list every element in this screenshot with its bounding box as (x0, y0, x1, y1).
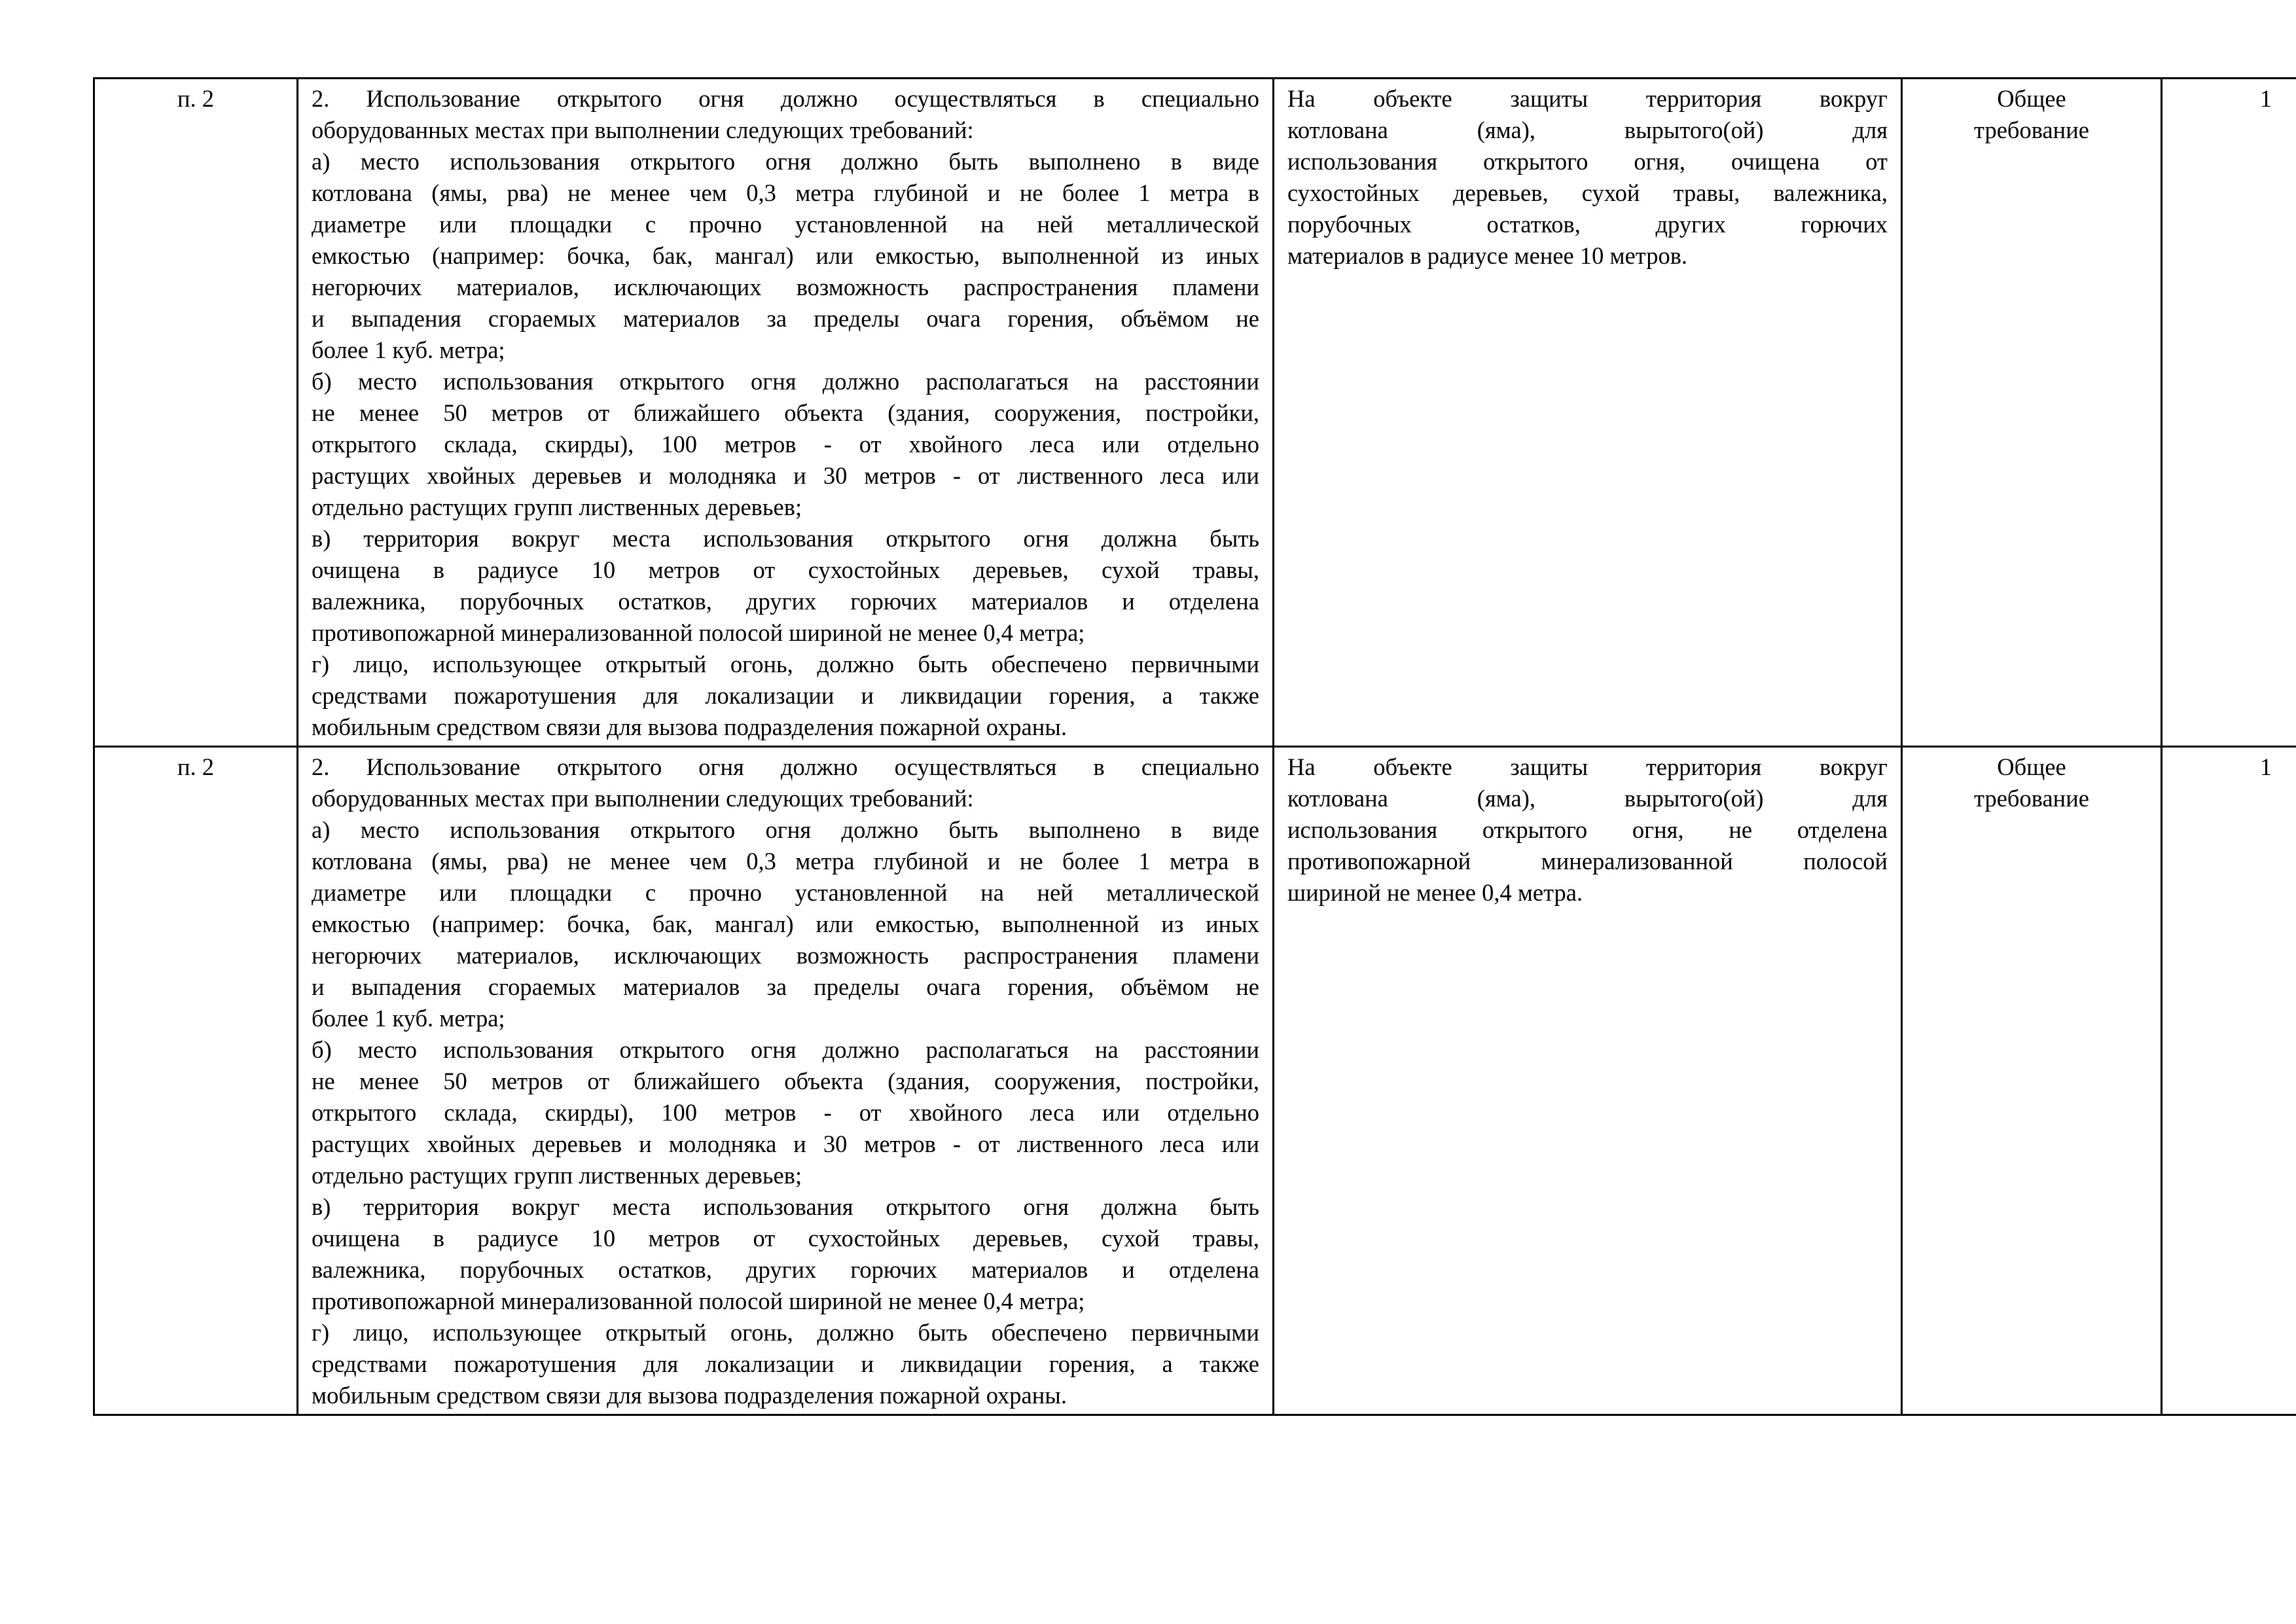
violation-cell (1274, 79, 1902, 747)
requirements-table (93, 77, 2296, 1416)
requirement-line: 2. Использование открытого огня должно осуществляться в специально (312, 85, 1259, 112)
requirement-type-cell (1902, 79, 2162, 747)
violation-line: сухостойных деревьев, сухой травы, валежника, (1287, 179, 1888, 206)
violation-line: На объекте защиты территория вокруг (1287, 85, 1888, 112)
requirement-line: диаметре или площадки с прочно установленной на ней металлической (312, 211, 1259, 238)
requirement-line: котлована (ямы, рва) не менее чем 0,3 метра глубиной и не более 1 метра в (312, 848, 1259, 875)
count-cell: 1 (2162, 79, 2296, 747)
requirement-line: растущих хвойных деревьев и молодняка и 30 метров - от лиственного леса или (312, 1130, 1259, 1157)
type-line: требование (1974, 785, 2089, 812)
requirement-line: не менее 50 метров от ближайшего объекта (здания, сооружения, постройки, (312, 1068, 1259, 1094)
requirement-line: открытого склада, скирды), 100 метров - от хвойного леса или отдельно (312, 1099, 1259, 1126)
violation-line: использования открытого огня, очищена от (1287, 148, 1888, 175)
type-line: Общее (1997, 85, 2066, 112)
requirement-line: емкостью (например: бочка, бак, мангал) или емкостью, выполненной из иных (312, 242, 1259, 269)
requirement-type-cell (1902, 747, 2162, 1415)
requirement-line: противопожарной минерализованной полосой шириной не менее 0,4 метра; (312, 619, 1085, 646)
violation-line: порубочных остатков, других горючих (1287, 211, 1888, 238)
clause-cell: п. 2 (94, 79, 298, 747)
requirement-line: средствами пожаротушения для локализации и ликвидации горения, а также (312, 1350, 1259, 1377)
requirement-line: в) территория вокруг места использования открытого огня должна быть (312, 525, 1259, 552)
violation-line: котлована (яма), вырытого(ой) для (1287, 117, 1888, 143)
requirement-line: и выпадения сгораемых материалов за пределы очага горения, объёмом не (312, 305, 1259, 332)
type-line: Общее (1997, 753, 2066, 780)
requirement-line: 2. Использование открытого огня должно осуществляться в специально (312, 753, 1259, 780)
requirement-line: мобильным средством связи для вызова подразделения пожарной охраны. (312, 713, 1067, 740)
requirement-line: очищена в радиусе 10 метров от сухостойных деревьев, сухой травы, (312, 1225, 1259, 1252)
requirement-line: очищена в радиусе 10 метров от сухостойных деревьев, сухой травы, (312, 556, 1259, 583)
table-body (94, 79, 2296, 1415)
requirement-line: валежника, порубочных остатков, других горючих материалов и отделена (312, 1256, 1259, 1283)
requirement-line: котлована (ямы, рва) не менее чем 0,3 метра глубиной и не более 1 метра в (312, 179, 1259, 206)
violation-line: материалов в радиусе менее 10 метров. (1287, 242, 1688, 269)
requirement-line: б) место использования открытого огня должно располагаться на расстоянии (312, 368, 1259, 395)
requirement-line: б) место использования открытого огня должно располагаться на расстоянии (312, 1036, 1259, 1063)
requirement-cell (298, 747, 1274, 1415)
violation-line: использования открытого огня, не отделена (1287, 816, 1888, 843)
violation-cell (1274, 747, 1902, 1415)
requirement-line: отдельно растущих групп лиственных деревьев; (312, 494, 802, 520)
violation-line: На объекте защиты территория вокруг (1287, 753, 1888, 780)
violation-line: шириной не менее 0,4 метра. (1287, 879, 1583, 906)
requirement-line: не менее 50 метров от ближайшего объекта (здания, сооружения, постройки, (312, 399, 1259, 426)
requirement-line: валежника, порубочных остатков, других горючих материалов и отделена (312, 588, 1259, 615)
requirement-line: оборудованных местах при выполнении следующих требований: (312, 785, 974, 812)
requirement-line: негорючих материалов, исключающих возможность распространения пламени (312, 942, 1259, 969)
requirement-cell (298, 79, 1274, 747)
requirement-line: более 1 куб. метра; (312, 1005, 505, 1032)
table-row (94, 79, 2296, 747)
type-line: требование (1974, 117, 2089, 143)
requirement-line: негорючих материалов, исключающих возможность распространения пламени (312, 274, 1259, 300)
requirement-line: растущих хвойных деревьев и молодняка и 30 метров - от лиственного леса или (312, 462, 1259, 489)
requirement-line: и выпадения сгораемых материалов за пределы очага горения, объёмом не (312, 973, 1259, 1000)
requirement-line: а) место использования открытого огня должно быть выполнено в виде (312, 816, 1259, 843)
table-row (94, 747, 2296, 1415)
requirement-line: г) лицо, использующее открытый огонь, должно быть обеспечено первичными (312, 651, 1259, 677)
requirement-line: средствами пожаротушения для локализации и ликвидации горения, а также (312, 682, 1259, 709)
requirement-line: емкостью (например: бочка, бак, мангал) или емкостью, выполненной из иных (312, 911, 1259, 937)
requirement-line: а) место использования открытого огня должно быть выполнено в виде (312, 148, 1259, 175)
requirement-line: мобильным средством связи для вызова подразделения пожарной охраны. (312, 1382, 1067, 1409)
requirement-line: диаметре или площадки с прочно установленной на ней металлической (312, 879, 1259, 906)
requirement-line: более 1 куб. метра; (312, 336, 505, 363)
requirement-line: противопожарной минерализованной полосой шириной не менее 0,4 метра; (312, 1288, 1085, 1314)
count-cell: 1 (2162, 747, 2296, 1415)
violation-line: противопожарной минерализованной полосой (1287, 848, 1888, 875)
clause-cell: п. 2 (94, 747, 298, 1415)
requirement-line: отдельно растущих групп лиственных деревьев; (312, 1162, 802, 1189)
requirement-line: открытого склада, скирды), 100 метров - от хвойного леса или отдельно (312, 431, 1259, 458)
requirement-line: в) территория вокруг места использования открытого огня должна быть (312, 1193, 1259, 1220)
requirement-line: г) лицо, использующее открытый огонь, должно быть обеспечено первичными (312, 1319, 1259, 1346)
requirement-line: оборудованных местах при выполнении следующих требований: (312, 117, 974, 143)
violation-line: котлована (яма), вырытого(ой) для (1287, 785, 1888, 812)
